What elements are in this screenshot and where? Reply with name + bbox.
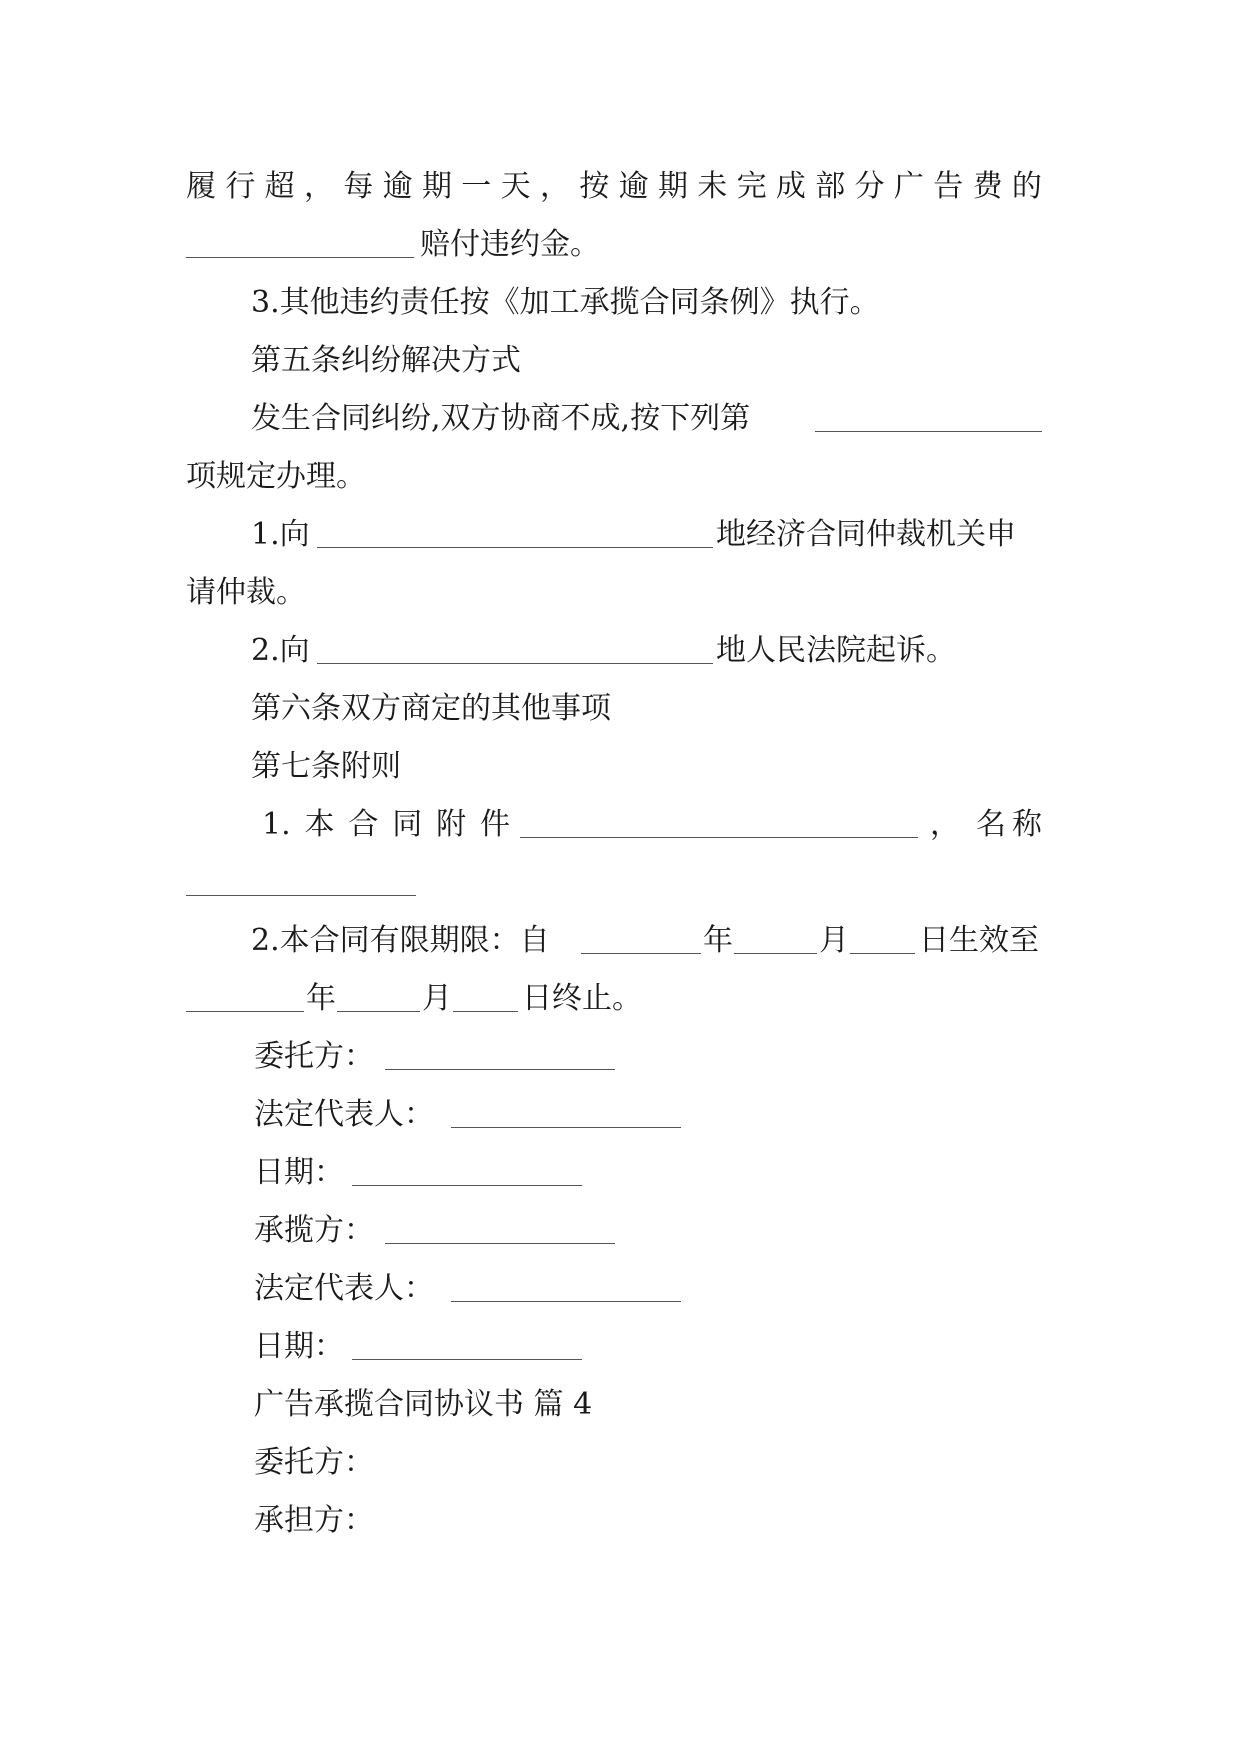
blank-fill-line xyxy=(815,429,1042,432)
court-option-prefix: 2.向 xyxy=(251,633,310,668)
doc-char: 称 xyxy=(1012,807,1042,842)
doc-char: 1. xyxy=(262,807,291,842)
article-seven-heading: 第七条附则 xyxy=(251,749,401,784)
clause-penalty-other: 3.其他违约责任按《加工承揽合同条例》执行。 xyxy=(251,285,880,320)
doc-char: 本 xyxy=(304,807,335,842)
doc-char: 告 xyxy=(933,169,964,204)
court-option-suffix: 地人民法院起诉。 xyxy=(716,633,956,668)
client-rep-signature-line xyxy=(451,1125,681,1128)
doc-char: 名 xyxy=(976,807,1006,842)
doc-char: 的 xyxy=(1011,169,1042,204)
doc-char: 件 xyxy=(480,807,510,842)
doc-char: 广 xyxy=(893,169,924,204)
contractor-rep-signature-line xyxy=(451,1299,681,1302)
doc-char: ， xyxy=(303,169,334,204)
blank-fill-line xyxy=(186,1009,304,1012)
contractor-label: 承揽方： xyxy=(254,1213,374,1248)
contractor-date-line xyxy=(352,1357,582,1360)
blank-fill-line xyxy=(581,951,701,954)
doc-char: 附 xyxy=(436,807,467,842)
doc-char: 合 xyxy=(348,807,379,842)
doc-char: 一 xyxy=(461,169,492,204)
article-six-heading: 第六条双方商定的其他事项 xyxy=(251,691,611,726)
term-end-day-label: 日终止。 xyxy=(522,981,642,1016)
blank-fill-line xyxy=(734,951,817,954)
doc-char: 按 xyxy=(579,169,610,204)
doc-char: 超 xyxy=(264,169,295,204)
term-day-label: 日生效至 xyxy=(919,923,1039,958)
doc-char: 逾 xyxy=(382,169,413,204)
next-client-label: 委托方： xyxy=(254,1445,374,1480)
doc-char: 未 xyxy=(697,169,728,204)
term-end-month-label: 月 xyxy=(422,981,452,1016)
blank-fill-line xyxy=(850,951,915,954)
doc-char: ， xyxy=(539,169,570,204)
annex-clause-tail xyxy=(976,805,1042,845)
client-signature-line xyxy=(385,1067,615,1070)
blank-fill-line xyxy=(317,661,713,664)
term-year-label: 年 xyxy=(703,923,733,958)
contractor-signature-line xyxy=(385,1241,615,1244)
term-end-year-label: 年 xyxy=(306,981,336,1016)
blank-fill-line xyxy=(520,835,918,838)
annex-clause-chars xyxy=(262,805,510,845)
doc-char: 同 xyxy=(392,807,423,842)
doc-char: 成 xyxy=(775,169,806,204)
doc-char: 天 xyxy=(500,169,531,204)
contractor-date-label: 日期： xyxy=(254,1329,344,1364)
term-month-label: 月 xyxy=(819,923,849,958)
blank-fill-line xyxy=(337,1009,420,1012)
contractor-rep-label: 法定代表人： xyxy=(254,1271,434,1306)
doc-char: 每 xyxy=(343,169,374,204)
doc-char: 履 xyxy=(186,169,216,204)
next-bearer-label: 承担方： xyxy=(254,1503,374,1538)
annex-clause-comma: ， xyxy=(930,807,960,842)
dispute-clause-cont: 项规定办理。 xyxy=(186,459,366,494)
blank-fill-line xyxy=(317,545,713,548)
arbitration-option-prefix: 1.向 xyxy=(251,517,310,552)
client-rep-label: 法定代表人： xyxy=(254,1097,434,1132)
doc-char: 行 xyxy=(225,169,256,204)
blank-fill-line xyxy=(186,255,414,258)
blank-fill-line xyxy=(186,893,416,896)
doc-char: 完 xyxy=(736,169,767,204)
arbitration-option-cont: 请仲裁。 xyxy=(186,575,306,610)
section-title: 广告承揽合同协议书 篇 4 xyxy=(254,1387,593,1422)
doc-char: 逾 xyxy=(618,169,649,204)
dispute-clause-line: 发生合同纠纷,双方协商不成,按下列第 xyxy=(251,401,751,436)
arbitration-option-suffix: 地经济合同仲裁机关申 xyxy=(716,517,1016,552)
term-clause-start: 2.本合同有限期限：自 xyxy=(251,923,550,958)
paragraph-line-1 xyxy=(186,167,1042,207)
doc-char: 期 xyxy=(657,169,688,204)
doc-char: 期 xyxy=(421,169,452,204)
doc-char: 部 xyxy=(815,169,846,204)
article-five-heading: 第五条纠纷解决方式 xyxy=(251,343,521,378)
doc-char: 分 xyxy=(854,169,885,204)
client-label: 委托方： xyxy=(254,1039,374,1074)
blank-fill-line xyxy=(453,1009,518,1012)
client-date-line xyxy=(352,1183,582,1186)
client-date-label: 日期： xyxy=(254,1155,344,1190)
paragraph-line-2: 赔付违约金。 xyxy=(420,227,600,262)
doc-char: 费 xyxy=(972,169,1003,204)
